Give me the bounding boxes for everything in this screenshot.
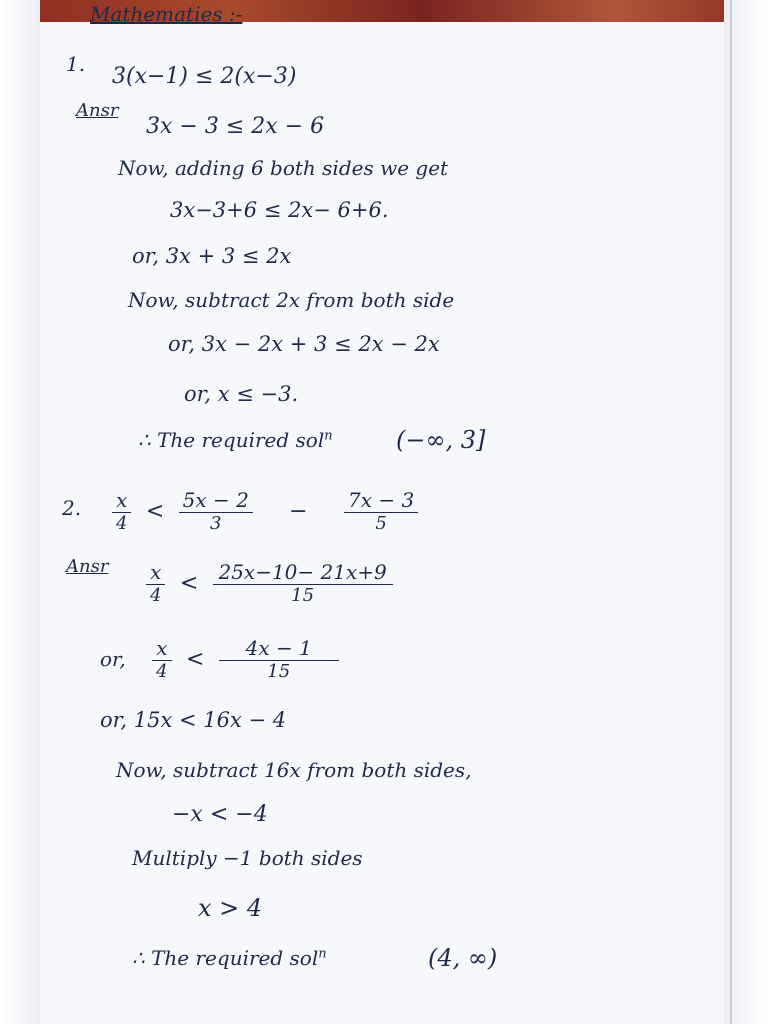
q2-fraction-rhs: $\frac{7x - 3}{5}$	[344, 488, 418, 534]
q1-step6: or, 3x − 2x + 3 ≤ 2x − 2x	[168, 332, 440, 356]
q2-conclusion-text: ∴ The required sol	[132, 946, 319, 970]
q1-step7: or, x ≤ −3.	[184, 382, 299, 406]
page-heading: Mathematies :-	[90, 2, 243, 26]
q2-step2: or, $\frac{x}{4}$ < $\frac{4x - 1}{15}$	[100, 636, 339, 682]
q2-step7: x > 4	[198, 894, 263, 922]
q1-step5: Now, subtract 2x from both side	[128, 288, 455, 312]
q1-conclusion	[138, 428, 333, 452]
q2-conclusion-sup: n	[318, 946, 327, 962]
q1-step1: 3x − 3 ≤ 2x − 6	[146, 114, 325, 139]
q2-step5: −x < −4	[172, 802, 268, 827]
q2-minus: −	[289, 498, 308, 524]
q2-step1: $\frac{x}{4}$ < $\frac{25x-10- 21x+9}{15}$	[146, 560, 393, 606]
q2-fraction-mid: $\frac{5x - 2}{3}$	[179, 488, 253, 534]
q2-step4: Now, subtract 16x from both sides,	[116, 758, 472, 782]
q2-fraction-lhs: $\frac{x}{4}$	[112, 488, 131, 534]
page-right-edge	[724, 0, 768, 1024]
q1-number: 1.	[66, 52, 86, 76]
q1-conclusion-text: ∴ The required sol	[138, 428, 325, 452]
q1-step2: Now, adding 6 both sides we get	[118, 156, 449, 180]
page-left-edge	[0, 0, 40, 1024]
q2-step3: or, 15x < 16x − 4	[100, 708, 287, 732]
q2-step6: Multiply −1 both sides	[132, 846, 363, 870]
q2-number: 2.	[62, 496, 82, 520]
q2-answer-label: Ansr	[66, 556, 109, 577]
q1-conclusion-sup: n	[324, 428, 333, 444]
q1-step3: 3x−3+6 ≤ 2x− 6+6.	[170, 198, 389, 222]
q2-relation: <	[145, 498, 165, 524]
q2-answer: (4, ∞)	[428, 944, 498, 972]
q1-answer: (−∞, 3]	[396, 426, 486, 454]
q2-problem	[112, 488, 418, 534]
q2-conclusion	[132, 946, 327, 970]
q1-step4: or, 3x + 3 ≤ 2x	[132, 244, 292, 268]
q1-answer-label: Ansr	[76, 100, 119, 121]
q1-problem: 3(x−1) ≤ 2(x−3)	[112, 64, 297, 89]
